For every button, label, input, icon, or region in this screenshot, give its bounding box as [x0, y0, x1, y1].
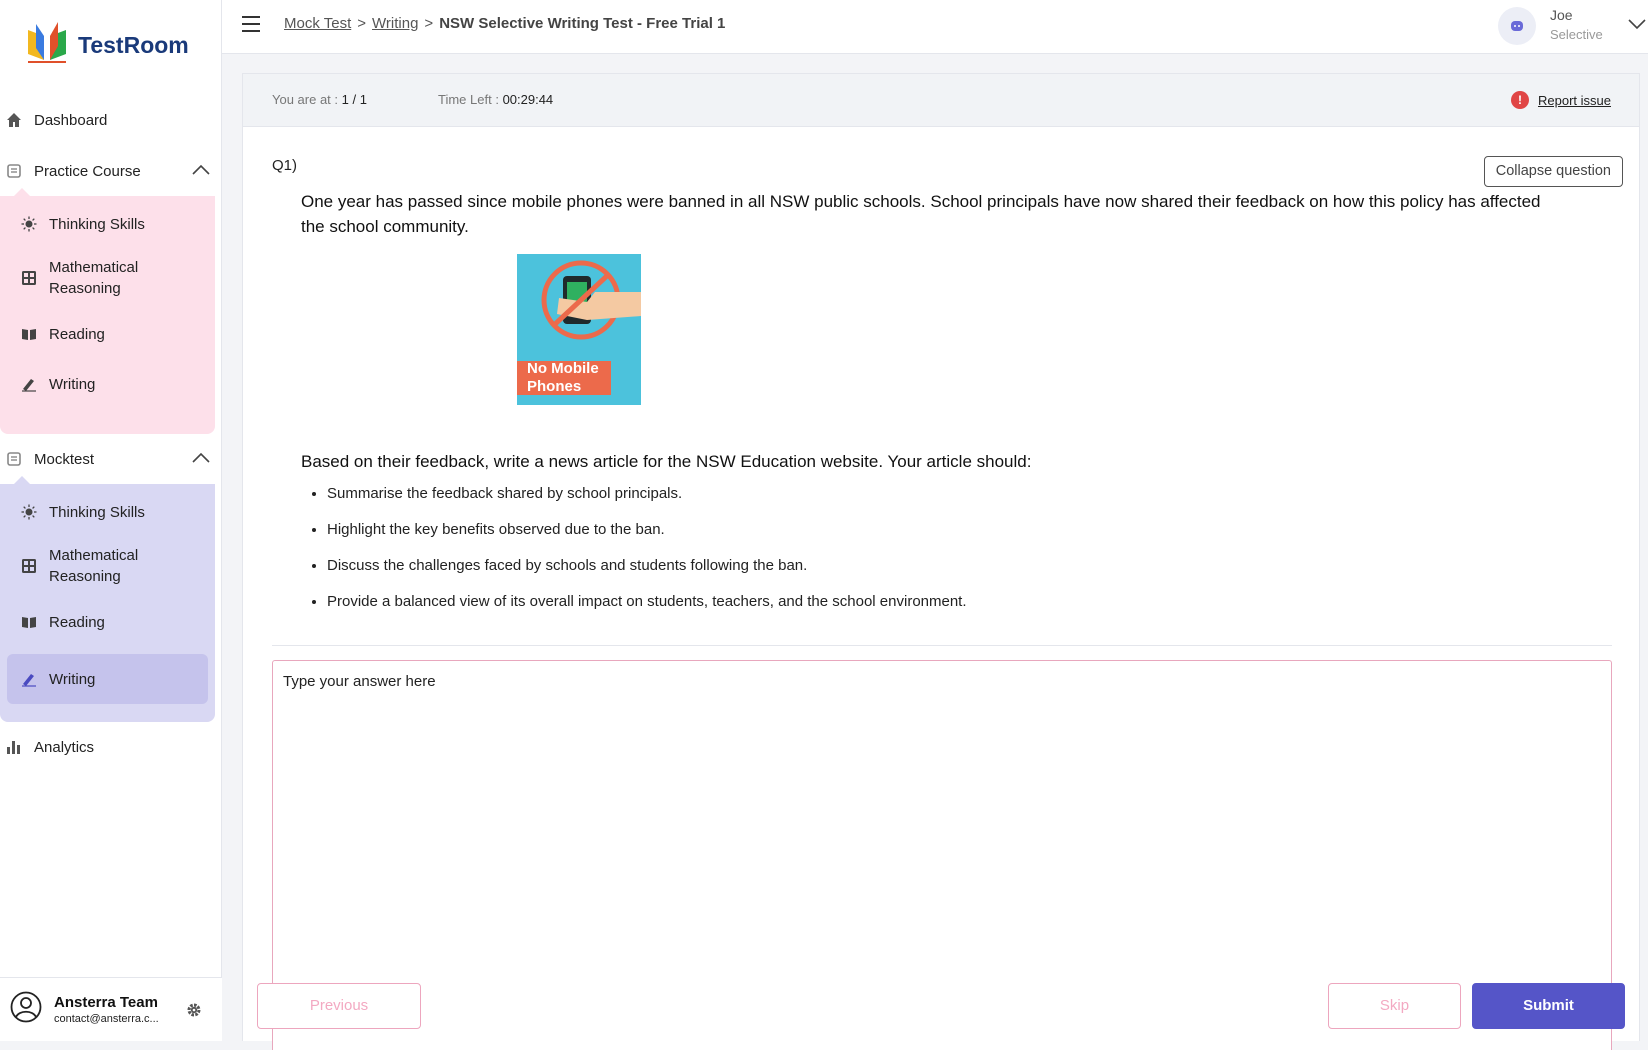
mocktest-icon	[6, 451, 22, 467]
breadcrumb-current: NSW Selective Writing Test - Free Trial 1	[439, 15, 726, 32]
breadcrumb	[284, 15, 725, 32]
submit-button[interactable]: Submit	[1472, 983, 1625, 1029]
user-menu[interactable]	[1498, 5, 1648, 49]
practice-mathematical-reasoning[interactable]	[7, 254, 208, 302]
mocktest-reading-label: Reading	[49, 613, 105, 631]
practice-reading-label: Reading	[49, 325, 105, 343]
poster-caption-line-2: Phones	[527, 378, 582, 395]
menu-icon[interactable]	[242, 16, 260, 32]
breadcrumb-mock-test[interactable]: Mock Test	[284, 15, 352, 32]
account-panel[interactable]	[0, 977, 222, 1041]
mocktest-mathematical-reasoning-label: Mathematical Reasoning	[49, 547, 139, 585]
previous-button[interactable]: Previous	[257, 983, 421, 1029]
mocktest-mathematical-reasoning[interactable]	[7, 542, 208, 590]
mocktest-thinking-skills-label: Thinking Skills	[49, 503, 145, 521]
practice-thinking-skills[interactable]	[7, 206, 208, 242]
poster-caption-line-1: No Mobile	[527, 360, 599, 377]
writing-hand-icon	[21, 671, 37, 687]
account-name: Ansterra Team	[54, 994, 158, 1011]
alert-icon: !	[1511, 91, 1529, 109]
home-icon	[6, 112, 22, 128]
chevron-up-icon[interactable]	[192, 451, 210, 468]
mocktest-submenu	[0, 484, 215, 722]
mocktest-reading[interactable]	[7, 604, 208, 640]
avatar	[1498, 7, 1536, 45]
account-email: contact@ansterra.c...	[54, 1013, 159, 1025]
practice-thinking-skills-label: Thinking Skills	[49, 215, 145, 233]
bar-chart-icon	[6, 739, 22, 755]
requirement-item: • Summarise the feedback shared by school principals.	[327, 484, 967, 520]
book-icon	[21, 614, 37, 630]
sidebar	[0, 0, 222, 1041]
breadcrumb-separator: >	[424, 15, 434, 32]
app-logo[interactable]	[24, 20, 189, 71]
position-indicator	[272, 92, 367, 107]
time-left	[438, 92, 553, 107]
calculator-icon	[21, 270, 37, 286]
time-value: 00:29:44	[502, 92, 554, 107]
requirements-list	[327, 484, 967, 628]
user-name: Joe	[1550, 7, 1573, 23]
bulb-icon	[21, 504, 37, 520]
mocktest-thinking-skills[interactable]	[7, 494, 208, 530]
nav-dashboard-label: Dashboard	[34, 111, 108, 129]
divider	[272, 645, 1612, 646]
question-number: Q1)	[272, 157, 298, 174]
writing-hand-icon	[21, 376, 37, 392]
no-mobile-phones-image	[517, 254, 641, 405]
nav-mocktest-label: Mocktest	[34, 450, 95, 468]
practice-writing-label: Writing	[49, 375, 96, 393]
requirement-item: • Provide a balanced view of its overall impact on students, teachers, and the school environment.	[327, 592, 967, 628]
status-bar	[243, 74, 1639, 127]
question-prompt: One year has passed since mobile phones were banned in all NSW public schools. School principals have now shared their feedback on how this policy has affected the school community.	[301, 192, 1541, 236]
calculator-icon	[21, 558, 37, 574]
practice-mathematical-reasoning-label: Mathematical Reasoning	[49, 259, 139, 297]
position-label: You are at :	[272, 92, 339, 107]
collapse-question-button[interactable]: Collapse question	[1484, 156, 1623, 187]
requirement-item: • Highlight the key benefits observed due to the ban.	[327, 520, 967, 556]
question-instruction: Based on their feedback, write a news article for the NSW Education website. Your article should:	[301, 452, 1032, 471]
nav-mocktest[interactable]	[6, 443, 216, 475]
bulb-icon	[21, 216, 37, 232]
practice-reading[interactable]	[7, 316, 208, 352]
report-issue-label: Report issue	[1538, 92, 1611, 108]
chevron-down-icon[interactable]	[1628, 17, 1646, 35]
user-circle-icon	[10, 991, 42, 1028]
breadcrumb-separator: >	[357, 15, 367, 32]
practice-writing[interactable]	[7, 366, 208, 402]
position-value: 1 / 1	[341, 92, 367, 107]
chevron-up-icon[interactable]	[192, 163, 210, 180]
mocktest-writing-label: Writing	[49, 670, 96, 688]
app-name: TestRoom	[78, 32, 189, 58]
practice-course-submenu	[0, 196, 215, 434]
time-label: Time Left :	[438, 92, 499, 107]
top-header	[222, 0, 1648, 54]
nav-analytics-label: Analytics	[34, 738, 95, 756]
report-issue-link[interactable]	[1511, 91, 1611, 109]
skip-button[interactable]: Skip	[1328, 983, 1461, 1029]
nav-dashboard[interactable]	[6, 104, 216, 136]
course-icon	[6, 163, 22, 179]
mocktest-writing[interactable]	[7, 654, 208, 704]
book-logo-icon	[24, 20, 70, 71]
book-icon	[21, 326, 37, 342]
nav-practice-course[interactable]	[6, 155, 216, 187]
requirement-item: • Discuss the challenges faced by schools and students following the ban.	[327, 556, 967, 592]
gear-icon[interactable]	[186, 1002, 202, 1023]
user-role: Selective	[1550, 27, 1603, 42]
nav-analytics[interactable]	[6, 731, 216, 763]
breadcrumb-writing[interactable]: Writing	[372, 15, 419, 32]
nav-practice-course-label: Practice Course	[34, 162, 141, 180]
question-card	[242, 73, 1640, 1041]
